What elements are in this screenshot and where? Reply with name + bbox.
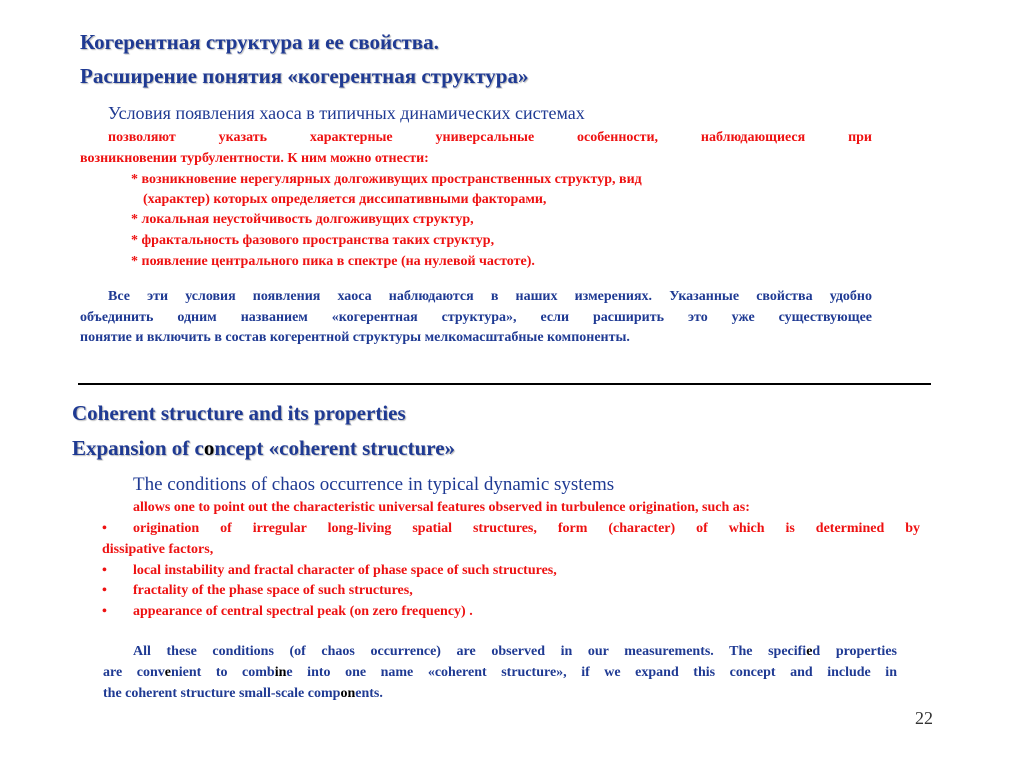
ru-title: Когерентная структура и ее свойства. (80, 30, 439, 54)
ru-list-item: * появление центрального пика в спектре (на нулевой частоте). (131, 254, 535, 269)
en-list-item-3: fractality of the phase space of such structures, (133, 583, 413, 598)
bullet-icon: • (102, 604, 107, 619)
text-run: All these conditions (of chaos occurrence) are observed in our measurements. The specifi (133, 644, 807, 659)
ru-subtitle: Расширение понятия «когерентная структура» (80, 64, 529, 88)
ru-list-item: * возникновение нерегулярных долгоживущих пространственных структур, вид (131, 172, 642, 187)
text-run: on (340, 686, 356, 701)
en-subtitle-part: Expansion of c (72, 436, 204, 460)
text-run: ents. (355, 686, 383, 701)
ru-conclusion-line-1: Все эти условия появления хаоса наблюдаются в наших измерениях. Указанные свойства удобно (108, 289, 872, 304)
en-subtitle-part: o (203, 436, 215, 460)
ru-list-item: * фрактальность фазового пространства таких структур, (131, 233, 495, 248)
page-number: 22 (915, 708, 933, 728)
en-subtitle (72, 436, 455, 461)
en-conclusion-line-3 (103, 684, 383, 703)
en-list-item-2: local instability and fractal character of phase space of such structures, (133, 563, 557, 578)
ru-conclusion-line-3: понятие и включить в состав когерентной структуры мелкомасштабные компоненты. (80, 330, 630, 345)
text-run: the coherent structure small-scale comp (103, 686, 341, 701)
text-run: e (164, 665, 171, 680)
text-run: d properties (812, 644, 897, 659)
bullet-icon: • (102, 521, 107, 536)
text-run: in (274, 665, 287, 680)
en-list-item-1-line-2: dissipative factors, (102, 542, 214, 557)
bullet-icon: • (102, 563, 107, 578)
en-conclusion-line-1 (133, 642, 897, 661)
section-divider (78, 383, 931, 385)
en-intro: allows one to point out the characteristic universal features observed in turbulence origination, such as: (133, 500, 750, 515)
text-run: into one name «coherent structure», if we expand this concept and include in (292, 665, 897, 680)
ru-list-item: (характер) которых определяется диссипативными факторами, (143, 192, 547, 207)
text-run: nient to comb (170, 665, 275, 680)
en-list-item-1-line-1: origination of irregular long-living spatial structures, form (character) of which is determined by (133, 521, 920, 536)
en-conclusion-line-2 (103, 663, 897, 682)
ru-intro-line-2: возникновении турбулентности. К ним можно отнести: (80, 151, 429, 166)
text-run: e (286, 665, 293, 680)
text-run: e (806, 644, 813, 659)
en-title: Coherent structure and its properties (72, 401, 406, 425)
ru-conclusion-line-2: объединить одним названием «когерентная структура», если расширить это уже существующее (80, 310, 872, 325)
text-run: are conv (103, 665, 165, 680)
ru-intro-line-1: позволяют указать характерные универсальные особенности, наблюдающиеся при (108, 130, 872, 145)
en-list-item-4: appearance of central spectral peak (on zero frequency) . (133, 604, 473, 619)
bullet-icon: • (102, 583, 107, 598)
en-subtitle-part: ncept «coherent structure» (214, 436, 456, 460)
en-conditions-heading: The conditions of chaos occurrence in typical dynamic systems (133, 474, 615, 495)
ru-conditions-heading: Условия появления хаоса в типичных динамических системах (108, 103, 585, 123)
ru-list-item: * локальная неустойчивость долгоживущих структур, (131, 212, 474, 227)
